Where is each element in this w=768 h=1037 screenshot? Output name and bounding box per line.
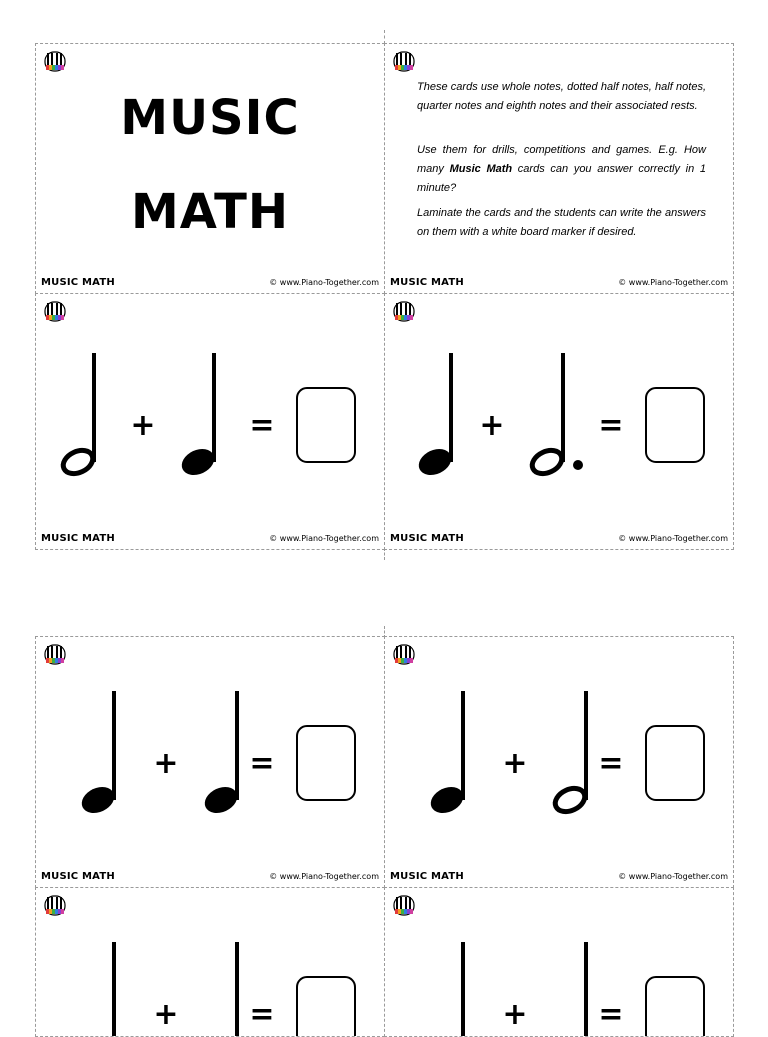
instructions-paragraph-3: Laminate the cards and the students can write the answers on them with a white board marker if desired. [417,207,706,238]
title-music: MUSIC [120,90,300,146]
footer-brand: MUSIC MATH [390,533,464,544]
quarter-note-icon [427,942,468,1037]
equation-card [35,887,385,1037]
plus-sign: + [502,746,528,781]
plus-sign: + [153,997,179,1032]
equation-graphic [385,637,734,888]
cut-mark [384,626,385,638]
dotted-half-note-icon [529,353,583,478]
equation-graphic [385,294,734,550]
instructions-paragraph-1: These cards use whole notes, dotted half notes, half notes, quarter notes and eighth notes and their associated rests. [417,81,706,112]
plus-sign: + [130,408,156,443]
plus-sign: + [479,408,505,443]
footer-copyright: © www.Piano-Together.com [269,534,379,543]
quarter-note-icon [201,691,242,818]
piano-logo-icon [393,50,415,74]
instructions-paragraph-2: Use them for drills, competitions and games. E.g. How many Music Math cards can you answer correctly in 1 minute? [417,144,706,194]
footer-brand: MUSIC MATH [390,277,464,288]
equals-sign: = [598,746,624,781]
equation-graphic [36,637,385,888]
plus-sign: + [153,746,179,781]
equation-card [384,293,734,550]
equation-card [35,293,385,550]
equation-graphic [385,888,734,1037]
instructions-card [384,43,734,294]
cut-mark [384,30,385,44]
quarter-note-icon [427,691,468,818]
footer-brand: MUSIC MATH [41,277,115,288]
answer-box[interactable] [297,726,355,800]
footer-copyright: © www.Piano-Together.com [618,278,728,287]
music-math-emphasis: Music Math [449,163,513,175]
title-card [35,43,385,294]
answer-box[interactable] [646,726,704,800]
footer-copyright: © www.Piano-Together.com [618,872,728,881]
answer-box[interactable] [646,977,704,1037]
half-note-icon [60,353,97,478]
plus-sign: + [502,997,528,1032]
equation-card [35,636,385,888]
answer-box[interactable] [297,977,355,1037]
quarter-note-icon [178,353,219,480]
footer-copyright: © www.Piano-Together.com [618,534,728,543]
quarter-note-icon [78,691,119,818]
quarter-note-icon [201,942,242,1037]
equals-sign: = [249,746,275,781]
answer-box[interactable] [646,388,704,462]
footer-copyright: © www.Piano-Together.com [269,278,379,287]
cut-mark [384,548,385,560]
equation-graphic [36,294,385,550]
equation-card [384,887,734,1037]
footer-brand: MUSIC MATH [390,871,464,882]
equals-sign: = [598,408,624,443]
footer-brand: MUSIC MATH [41,871,115,882]
equals-sign: = [598,997,624,1032]
equals-sign: = [249,408,275,443]
piano-logo-icon [44,50,66,74]
quarter-note-icon [550,942,591,1037]
equals-sign: = [249,997,275,1032]
footer-brand: MUSIC MATH [41,533,115,544]
half-note-icon [552,691,589,816]
quarter-note-icon [78,942,119,1037]
answer-box[interactable] [297,388,355,462]
title-math: MATH [130,184,290,240]
quarter-note-icon [415,353,456,480]
footer-copyright: © www.Piano-Together.com [269,872,379,881]
equation-graphic [36,888,385,1037]
equation-card [384,636,734,888]
